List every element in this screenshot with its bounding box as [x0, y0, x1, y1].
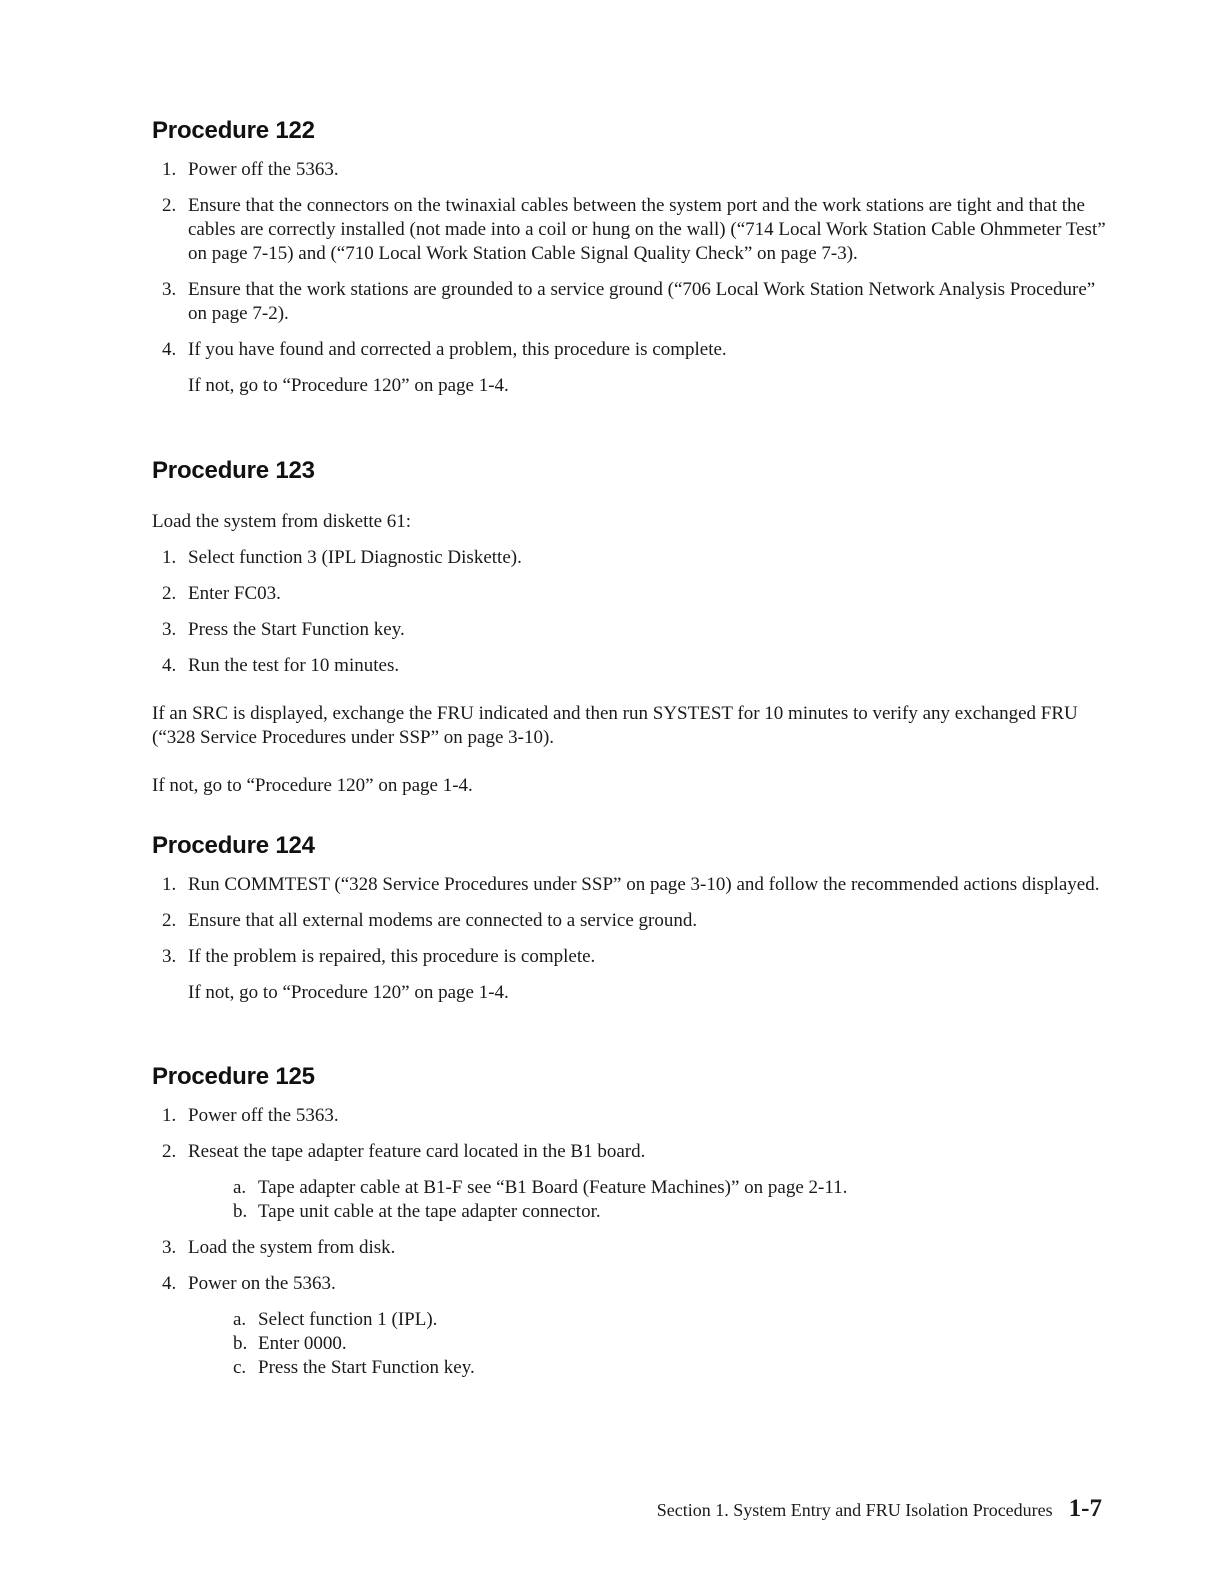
sub-step-letter: b.: [233, 1201, 248, 1222]
step-text: Ensure that the work stations are grounded to a service ground (“706 Local Work Station Network Analysis Procedure” on page 7-2).: [188, 279, 1096, 324]
sub-step-text: Tape unit cable at the tape adapter connector.: [258, 1201, 601, 1222]
sub-step-letter: a.: [233, 1309, 247, 1330]
page-footer: [657, 1495, 1102, 1524]
step-number: 3.: [162, 946, 177, 967]
step-text: Power off the 5363.: [188, 1105, 339, 1126]
step-number: 3.: [162, 619, 177, 640]
procedure-123-src-paragraph: If an SRC is displayed, exchange the FRU indicated and then run SYSTEST for 10 minutes to verify any exchanged FRU (“328 Service Procedures under SSP” on page 3-10).: [152, 703, 1078, 748]
list-item: [152, 1236, 1112, 1260]
list-item: [152, 654, 1112, 678]
procedure-125-steps: [152, 1104, 1112, 1380]
list-item: [152, 1104, 1112, 1128]
procedure-125-heading: Procedure 125: [152, 1063, 315, 1090]
sub-step-text: Enter 0000.: [258, 1333, 347, 1354]
step-number: 2.: [162, 910, 177, 931]
footer-section-title: Section 1. System Entry and FRU Isolation Procedures: [656, 1500, 1053, 1520]
procedure-122-heading: Procedure 122: [152, 117, 315, 144]
sub-step: [223, 1356, 1112, 1380]
list-item: [152, 158, 1112, 182]
step-number: 1.: [162, 547, 177, 568]
step-text: If you have found and corrected a problem, this procedure is complete.: [188, 339, 727, 360]
step-text: Reseat the tape adapter feature card located in the B1 board.: [188, 1141, 646, 1162]
procedure-122-steps: [152, 158, 1112, 398]
sub-step: [223, 1308, 1112, 1332]
step-text: Ensure that the connectors on the twinaxial cables between the system port and the work stations are tight and that the cables are correctly installed (not made into a coil or hung on the wall) (“714 Local Work Station Cable Ohmmeter Test” on page 7-15) and (“710 Local Work Station Cable Signal Quality Check” on page 7-3).: [188, 195, 1106, 264]
step-number: 3.: [162, 1237, 177, 1258]
procedure-123-fallback-paragraph: If not, go to “Procedure 120” on page 1-4.: [152, 775, 473, 796]
sub-steps: [188, 1176, 1112, 1224]
step-text: Press the Start Function key.: [188, 619, 405, 640]
list-item: [152, 909, 1112, 933]
sub-step-letter: b.: [233, 1333, 248, 1354]
procedure-123-intro: Load the system from diskette 61:: [152, 511, 412, 532]
procedure-123-section: [152, 456, 1112, 798]
step-note: If not, go to “Procedure 120” on page 1-4.: [188, 982, 509, 1003]
sub-step-letter: c.: [233, 1357, 247, 1378]
list-item: [152, 194, 1112, 266]
step-text: If the problem is repaired, this procedure is complete.: [188, 946, 596, 967]
list-item: [152, 278, 1112, 326]
procedure-124-heading: Procedure 124: [152, 832, 315, 859]
procedure-123-steps: [152, 546, 1112, 678]
list-item: [152, 945, 1112, 1005]
sub-step-text: Tape adapter cable at B1-F see “B1 Board (Feature Machines)” on page 2-11.: [258, 1177, 848, 1198]
step-text: Run the test for 10 minutes.: [188, 655, 400, 676]
step-text: Power off the 5363.: [188, 159, 339, 180]
sub-step: [223, 1176, 1112, 1200]
step-text: Load the system from disk.: [188, 1237, 396, 1258]
procedure-124-steps: [152, 873, 1112, 1005]
step-number: 1.: [162, 874, 177, 895]
list-item: [152, 546, 1112, 570]
step-number: 3.: [162, 279, 177, 300]
procedure-122-section: [152, 116, 1112, 398]
procedure-123-heading: Procedure 123: [152, 457, 315, 484]
step-number: 2.: [162, 1141, 177, 1162]
sub-step: [223, 1332, 1112, 1356]
procedure-125-section: [152, 1062, 1112, 1380]
list-item: [152, 873, 1112, 897]
step-text: Run COMMTEST (“328 Service Procedures under SSP” on page 3-10) and follow the recommended actions displayed.: [188, 874, 1100, 895]
step-note: If not, go to “Procedure 120” on page 1-4.: [188, 375, 509, 396]
procedure-124-section: [152, 831, 1112, 1005]
sub-step-text: Select function 1 (IPL).: [258, 1309, 438, 1330]
sub-steps: [188, 1308, 1112, 1380]
step-number: 4.: [162, 339, 177, 360]
step-text: Ensure that all external modems are connected to a service ground.: [188, 910, 698, 931]
sub-step-letter: a.: [233, 1177, 247, 1198]
page-number: 1-7: [1068, 1495, 1102, 1522]
list-item: [152, 618, 1112, 642]
sub-step: [223, 1200, 1112, 1224]
step-number: 1.: [162, 159, 177, 180]
step-text: Enter FC03.: [188, 583, 281, 604]
sub-step-text: Press the Start Function key.: [258, 1357, 475, 1378]
list-item: [152, 338, 1112, 398]
step-text: Power on the 5363.: [188, 1273, 336, 1294]
list-item: [152, 582, 1112, 606]
list-item: [152, 1140, 1112, 1224]
list-item: [152, 1272, 1112, 1380]
step-number: 2.: [162, 195, 177, 216]
step-number: 4.: [162, 1273, 177, 1294]
step-number: 1.: [162, 1105, 177, 1126]
step-number: 4.: [162, 655, 177, 676]
step-number: 2.: [162, 583, 177, 604]
step-text: Select function 3 (IPL Diagnostic Diskette).: [188, 547, 522, 568]
